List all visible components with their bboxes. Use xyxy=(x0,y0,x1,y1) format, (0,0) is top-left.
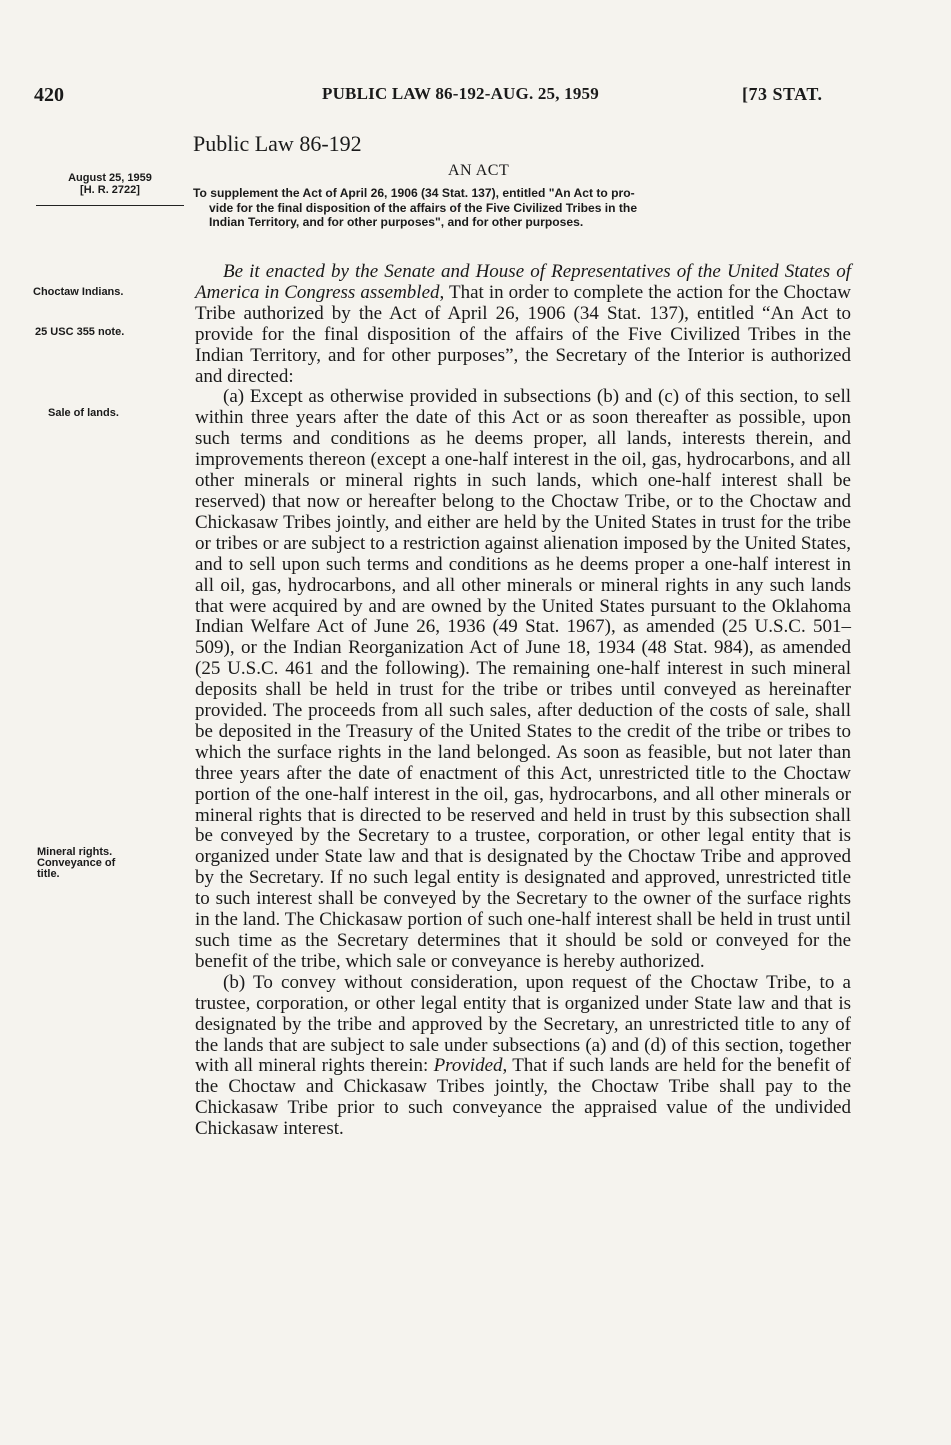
enacting-formula: Be it enacted by the Senate and House of Representatives of the United States of America in Congress assembled xyxy=(195,261,851,303)
act-label: AN ACT xyxy=(448,162,510,179)
public-law-title: Public Law 86-192 xyxy=(193,131,362,156)
margin-note-mineral xyxy=(37,847,187,880)
page-number: 420 xyxy=(34,84,64,106)
purpose-line: Indian Territory, and for other purposes", and for other purposes. xyxy=(209,215,584,229)
header-title: PUBLIC LAW 86-192-AUG. 25, 1959 xyxy=(322,84,599,103)
paragraph-b-text: (b) To convey without consideration, upon request of the Choctaw Tribe, to a trustee, corporation, or other legal entity that is organized under State law and that is designated by the tribe and approved by the Secretary, an unrestricted title to any of the lands that are subject to sale under subsections (a) and (d) of this section, together with all mineral rights therein: xyxy=(195,971,851,1077)
margin-note-line: Conveyance of xyxy=(37,857,116,869)
paragraph-a: (a) Except as otherwise provided in subsections (b) and (c) of this section, to sell within three years after the date of this Act or as soon thereafter as possible, upon such terms and conditions as he deems proper, all lands, interests therein, and improvements thereon (except a one-half interest in the oil, gas, hydrocarbons, and all other minerals or mineral rights in such lands, which one-half interest shall be reserved) that now or hereafter belong to the Choctaw Tribe, or to the Choctaw and Chickasaw Tribes jointly, and either are held by the United States in trust for the tribe or tribes or are subject to a restriction against alienation imposed by the United States, and to sell upon such terms and conditions as he deems proper a one-half interest in all oil, gas, hydrocarbons, and all other minerals or mineral rights in any such lands that were acquired by and are owned by the United States pursuant to the Oklahoma Indian Welfare Act of June 26, 1936 (49 Stat. 1967), as amended (25 U.S.C. 501–509), or the Indian Reorganization Act of June 18, 1934 (48 Stat. 984), as amended (25 U.S.C. 461 and the following). The remaining one-half interest in such mineral deposits shall be held in trust for the tribe or tribes until conveyed as hereinafter provided. The proceeds from all such sales, after deduction of the costs of sale, shall be deposited in the Treasury of the United States to the credit of the tribe or tribes to which the surface rights in the land belonged. As soon as feasible, but not later than three years after the date of enactment of this Act, unrestricted title to the Choctaw portion of the one-half interest in the oil, gas, hydrocarbons, and all other minerals or mineral rights that is directed to be reserved and held in trust by this subsection shall be conveyed by the Secretary to a trustee, corporation, or other legal entity that is organized under State law and that is designated by the Choctaw Tribe and approved by the Secretary. If no such legal entity is designated and approved, unrestricted title to such interest shall be conveyed by the Secretary to the owner of the surface rights in the land. The Chickasaw portion of such one-half interest shall be held in trust until such time as the Secretary determines that it should be sold or conveyed for the benefit of the tribe, which sale or conveyance is hereby authorized. xyxy=(195,386,851,972)
enacting-text: , That in order to complete the action for the Choctaw Tribe authorized by the Act of April 26, 1906 (34 Stat. 137), entitled “An Act to provide for the final disposition of the affairs of the Five Civilized Tribes in the Indian Territory, and for other purposes”, the Secretary of the Interior is authorized and directed: xyxy=(195,281,851,387)
enacting-clause xyxy=(195,262,851,387)
enactment-date: August 25, 1959 xyxy=(68,172,152,184)
running-header xyxy=(0,84,951,110)
margin-note-choctaw: Choctaw Indians. xyxy=(33,286,124,298)
header-stat: [73 STAT. xyxy=(742,84,823,104)
bill-number: [H. R. 2722] xyxy=(80,184,140,196)
provided-word: Provided xyxy=(433,1055,503,1077)
purpose-line: vide for the final disposition of the affairs of the Five Civilized Tribes in the xyxy=(209,200,638,215)
margin-note-line: Mineral rights. xyxy=(37,846,113,858)
margin-note-sale: Sale of lands. xyxy=(48,407,119,419)
purpose-line: To supplement the Act of April 26, 1906 (34 Stat. 137), entitled "An Act to pro- xyxy=(193,186,635,200)
paragraph-b-proviso: , That if such lands are held for the benefit of the Choctaw and Chickasaw Tribes jointly, the Choctaw Tribe shall pay to the Chickasaw Tribe prior to such conveyance the appraised value of the undivided Chickasaw interest. xyxy=(195,1055,852,1140)
margin-note-usc: 25 USC 355 note. xyxy=(35,326,125,338)
date-block xyxy=(36,172,184,196)
act-purpose xyxy=(193,186,853,230)
act-body xyxy=(195,262,851,1140)
divider xyxy=(36,205,184,206)
margin-note-line: title. xyxy=(37,868,60,880)
paragraph-b xyxy=(195,973,851,1140)
